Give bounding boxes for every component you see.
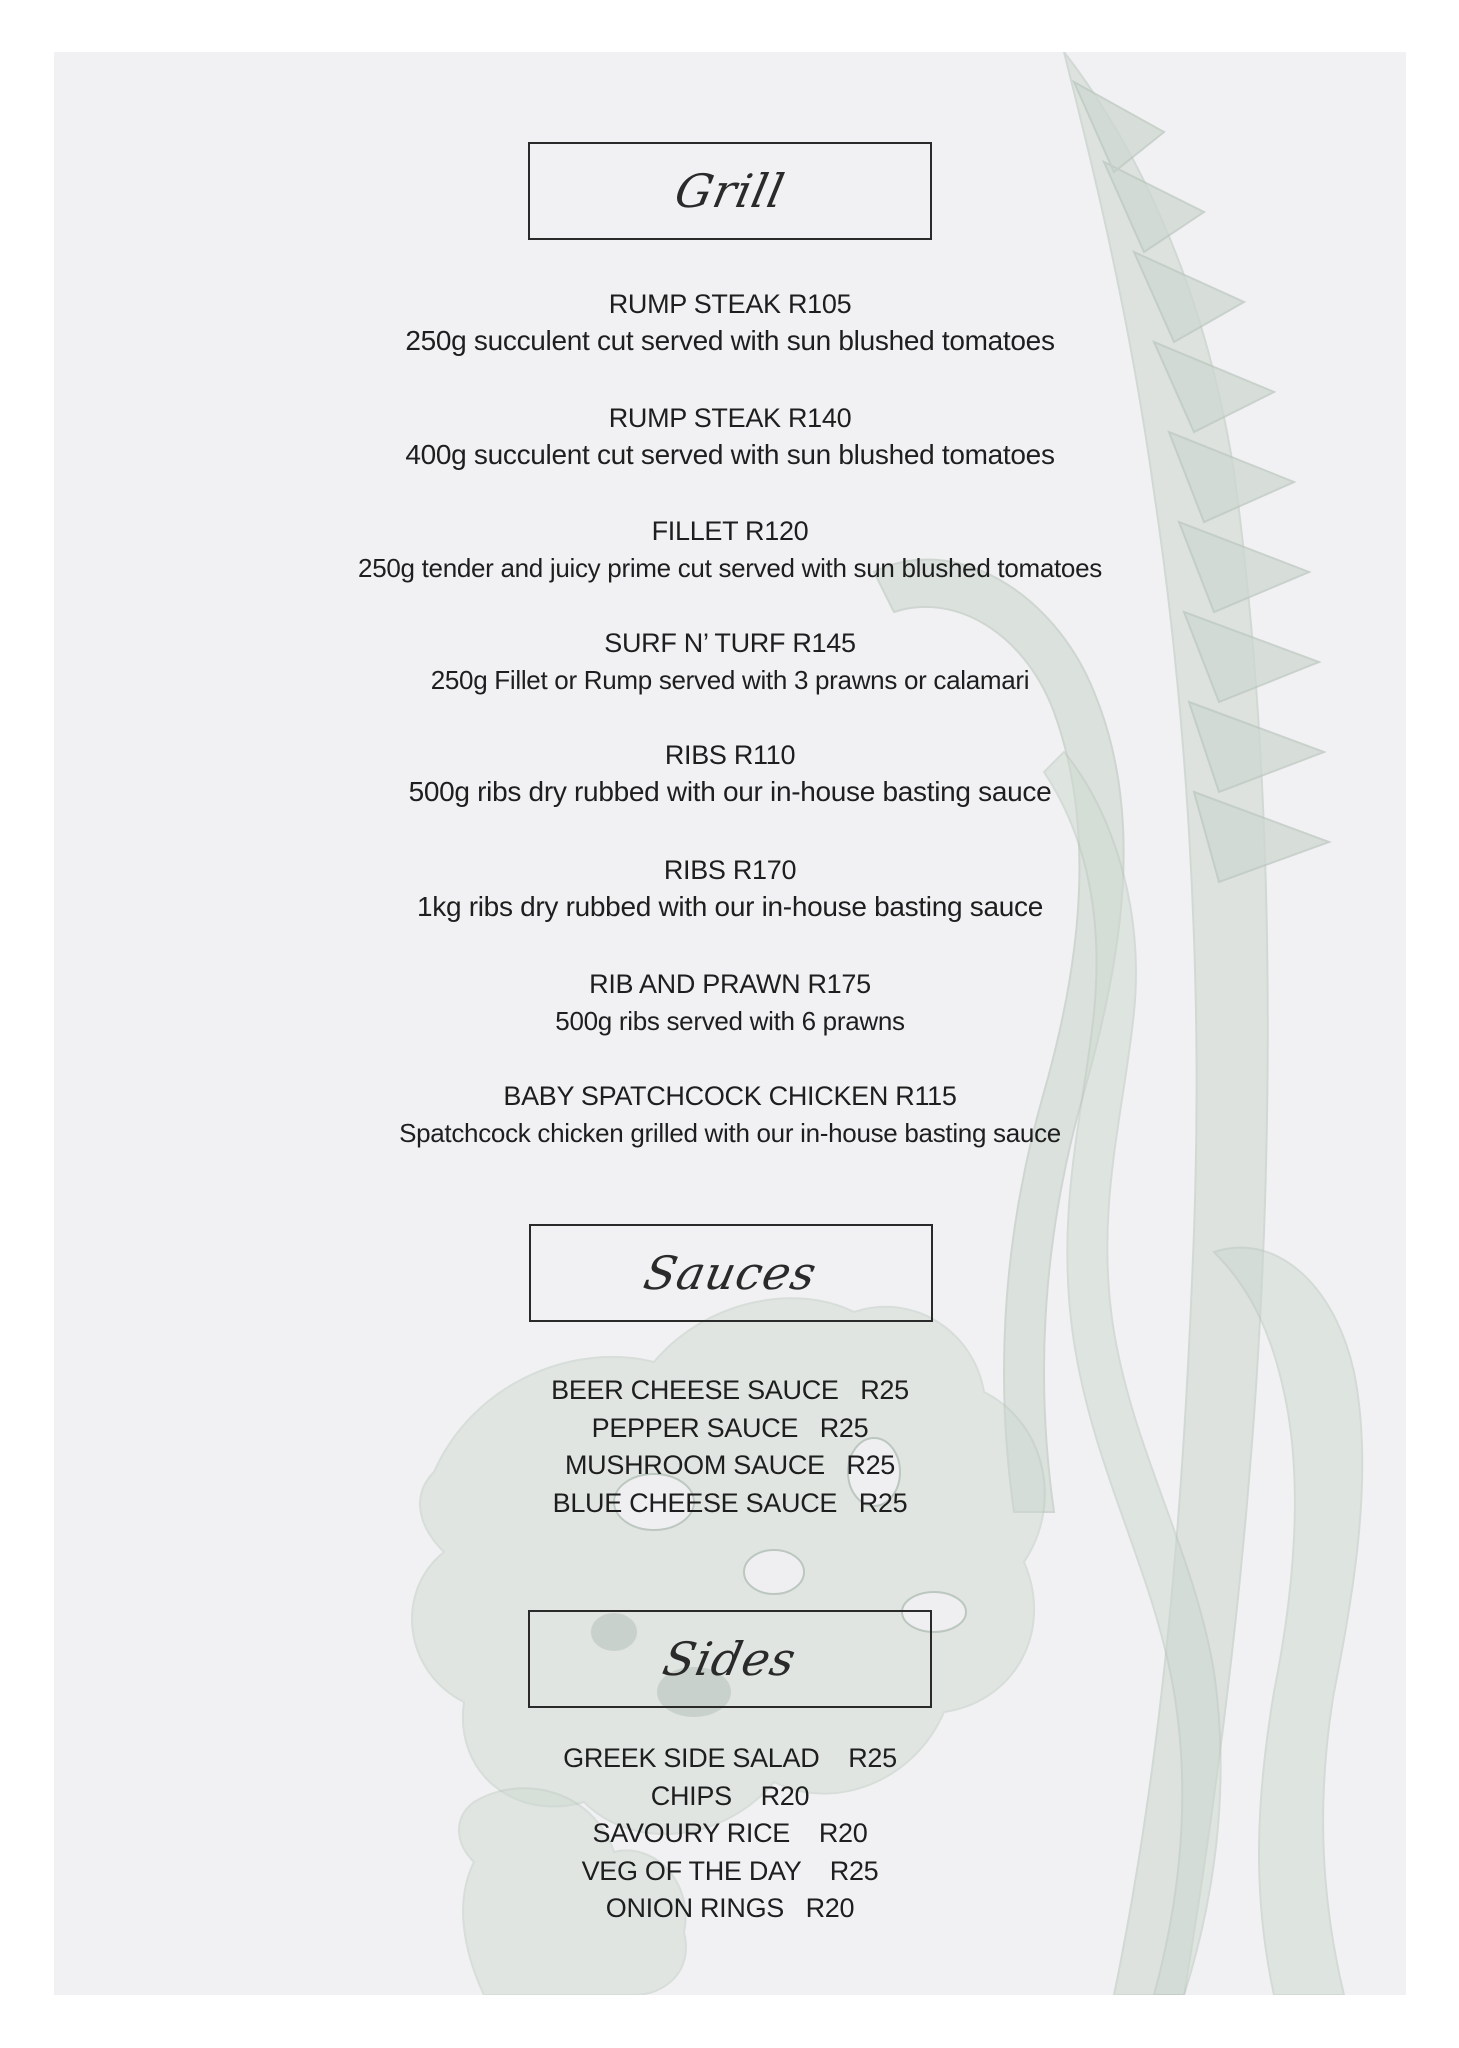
item-name: RIBS R110 — [664, 740, 796, 770]
sides-header-box — [528, 1610, 932, 1708]
menu-item — [54, 625, 1406, 699]
item-description: 1kg ribs dry rubbed with our in-house basting sauce — [417, 891, 1043, 922]
item-name: RUMP STEAK R105 — [608, 289, 852, 319]
menu-sheet — [54, 52, 1406, 1995]
menu-item — [54, 1078, 1406, 1152]
list-item: MUSHROOM SAUCE R25 — [564, 1450, 896, 1480]
item-name: RIB AND PRAWN R175 — [589, 969, 871, 999]
list-item: ONION RINGS R20 — [605, 1893, 855, 1923]
list-item: VEG OF THE DAY R25 — [581, 1855, 879, 1886]
item-name: BABY SPATCHCOCK CHICKEN R115 — [503, 1081, 957, 1111]
item-description: 500g ribs served with 6 prawns — [555, 1006, 905, 1036]
item-description: 250g tender and juicy prime cut served with sun blushed tomatoes — [358, 553, 1102, 583]
item-name: RIBS R170 — [663, 855, 797, 885]
sides-title: Sides — [658, 1632, 802, 1686]
item-description: Spatchcock chicken grilled with our in-house basting sauce — [399, 1118, 1061, 1148]
grill-title: Grill — [670, 164, 790, 218]
list-item: BLUE CHEESE SAUCE R25 — [552, 1487, 908, 1518]
menu-item — [54, 286, 1406, 360]
list-item: PEPPER SAUCE R25 — [591, 1412, 869, 1443]
menu-content — [54, 52, 1406, 1995]
menu-item — [54, 513, 1406, 587]
item-description: 500g ribs dry rubbed with our in-house basting sauce — [408, 776, 1052, 807]
menu-item — [54, 852, 1406, 926]
menu-item — [54, 737, 1406, 811]
list-item: CHIPS R20 — [650, 1780, 810, 1811]
menu-item — [54, 966, 1406, 1040]
item-name: SURF N’ TURF R145 — [604, 628, 856, 658]
list-item: BEER CHEESE SAUCE R25 — [551, 1375, 909, 1405]
list-item: GREEK SIDE SALAD R25 — [563, 1743, 897, 1773]
list-item: SAVOURY RICE R20 — [592, 1818, 868, 1848]
sauces-title: Sauces — [639, 1246, 823, 1300]
sides-list — [54, 1740, 1406, 1928]
item-description: 250g Fillet or Rump served with 3 prawns or calamari — [430, 665, 1030, 695]
item-name: FILLET R120 — [651, 516, 809, 546]
sauces-list — [54, 1372, 1406, 1522]
item-description: 250g succulent cut served with sun blushed tomatoes — [405, 325, 1055, 356]
grill-header-box — [528, 142, 932, 240]
item-description: 400g succulent cut served with sun blushed tomatoes — [405, 439, 1055, 470]
sauces-header-box — [529, 1224, 933, 1322]
menu-item — [54, 400, 1406, 474]
item-name: RUMP STEAK R140 — [608, 403, 852, 433]
